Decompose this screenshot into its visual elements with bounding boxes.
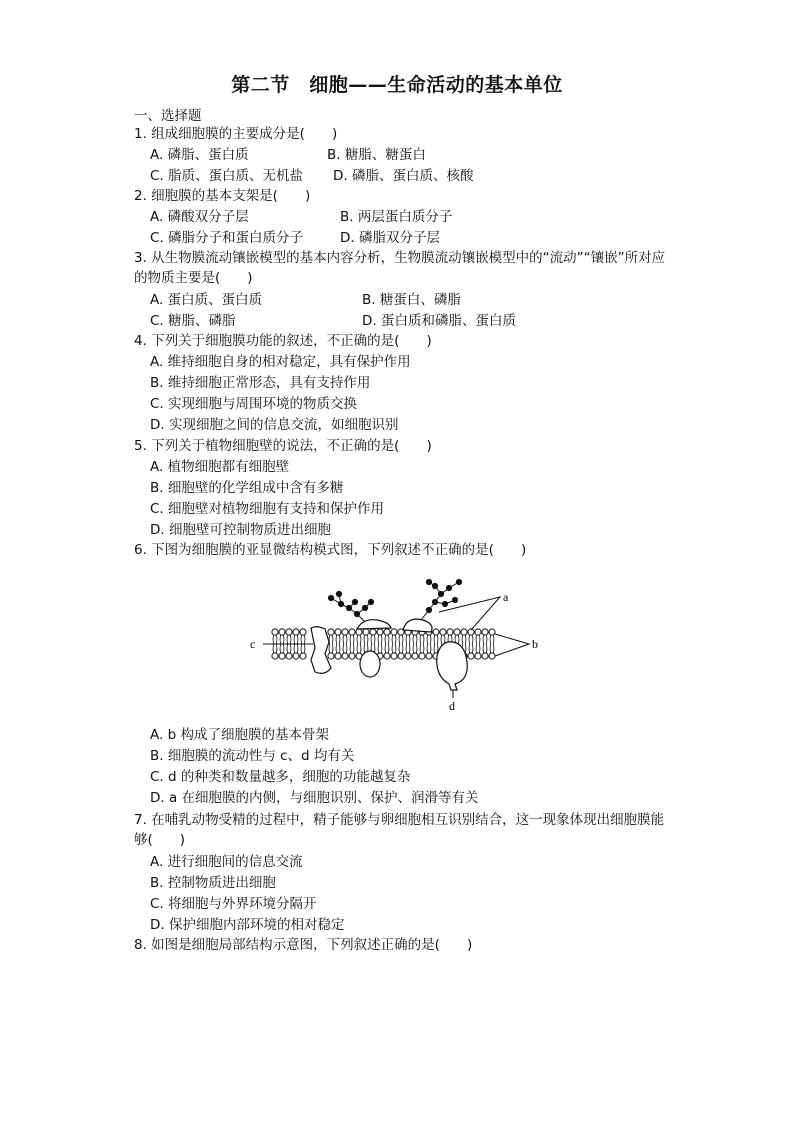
- question-4-option-a: A. 维持细胞自身的相对稳定，具有保护作用: [150, 354, 411, 370]
- phospholipid-head: [328, 629, 334, 635]
- phospholipid-head: [447, 629, 453, 635]
- phospholipid-tail: [427, 644, 431, 653]
- phospholipid-head: [286, 653, 292, 659]
- question-2-option-a: A. 磷酸双分子层: [150, 209, 249, 225]
- cell-membrane-diagram: [245, 572, 555, 717]
- phospholipid-tail: [343, 644, 347, 653]
- surface-protein-right: [403, 619, 432, 632]
- page-title: 第二节 细胞——生命活动的基本单位: [231, 74, 563, 96]
- phospholipid-head: [293, 629, 299, 635]
- question-4-option-c: C. 实现细胞与周围环境的物质交换: [150, 396, 358, 412]
- phospholipid-tail: [287, 644, 291, 653]
- question-7-stem: 7. 在哺乳动物受精的过程中，精子能够与卵细胞相互识别结合，这一现象体现出细胞膜能够( ): [134, 812, 665, 848]
- phospholipid-tail: [350, 635, 354, 644]
- question-6-option-c: C. d 的种类和数量越多，细胞的功能越复杂: [150, 769, 411, 785]
- glycoprotein-chain-right: [421, 579, 462, 620]
- phospholipid-head: [272, 629, 278, 635]
- phospholipid-head: [426, 653, 432, 659]
- label-line-a: [439, 597, 500, 630]
- question-5-option-c: C. 细胞壁对植物细胞有支持和保护作用: [150, 501, 385, 517]
- phospholipid-tail: [294, 635, 298, 644]
- phospholipid-head: [300, 629, 306, 635]
- phospholipid-head: [286, 629, 292, 635]
- phospholipid-head: [328, 653, 334, 659]
- phospholipid-tail: [378, 635, 382, 644]
- phospholipid-tail: [357, 644, 361, 653]
- question-4-stem: 4. 下列关于细胞膜功能的叙述，不正确的是( ): [134, 333, 432, 349]
- phospholipid-head: [335, 653, 341, 659]
- question-3-option-c: C. 糖脂、磷脂: [150, 313, 236, 329]
- phospholipid-head: [433, 629, 439, 635]
- question-6-option-b: B. 细胞膜的流动性与 c、d 均有关: [150, 748, 355, 764]
- question-5-stem: 5. 下列关于植物细胞壁的说法，不正确的是( ): [134, 438, 432, 454]
- phospholipid-tail: [413, 635, 417, 644]
- question-7-option-c: C. 将细胞与外界环境分隔开: [150, 896, 317, 912]
- phospholipid-head: [384, 629, 390, 635]
- phospholipid-tail: [490, 635, 494, 644]
- phospholipid-head: [391, 653, 397, 659]
- question-3-option-d: D. 蛋白质和磷脂、蛋白质: [362, 313, 516, 329]
- phospholipid-tail: [336, 644, 340, 653]
- phospholipid-tail: [441, 635, 445, 644]
- phospholipid-head: [356, 629, 362, 635]
- surface-protein-left: [357, 620, 391, 629]
- phospholipid-head: [272, 653, 278, 659]
- figure-label-c: c: [250, 637, 256, 651]
- phospholipid-head: [454, 629, 460, 635]
- question-7-option-b: B. 控制物质进出细胞: [150, 875, 276, 891]
- question-4-option-b: B. 维持细胞正常形态，具有支持作用: [150, 375, 371, 391]
- phospholipid-head: [489, 653, 495, 659]
- question-7-option-d: D. 保护细胞内部环境的相对稳定: [150, 917, 345, 933]
- phospholipid-head: [279, 629, 285, 635]
- question-4-option-d: D. 实现细胞之间的信息交流，如细胞识别: [150, 417, 399, 433]
- phospholipid-tail: [434, 635, 438, 644]
- phospholipid-tail: [483, 644, 487, 653]
- question-7-option-a: A. 进行细胞间的信息交流: [150, 854, 303, 870]
- phospholipid-head: [489, 629, 495, 635]
- phospholipid-tail: [469, 635, 473, 644]
- section-heading: 一、选择题: [134, 108, 202, 124]
- phospholipid-tail: [392, 644, 396, 653]
- phospholipid-tail: [399, 635, 403, 644]
- question-5-option-d: D. 细胞壁可控制物质进出细胞: [150, 522, 331, 538]
- phospholipid-tail: [329, 644, 333, 653]
- phospholipid-head: [335, 629, 341, 635]
- question-2-stem: 2. 细胞膜的基本支架是( ): [134, 188, 311, 204]
- question-1-option-c: C. 脂质、蛋白质、无机盐: [150, 168, 304, 184]
- question-6-option-a: A. b 构成了细胞膜的基本骨架: [150, 727, 329, 743]
- phospholipid-head: [461, 629, 467, 635]
- phospholipid-head: [342, 629, 348, 635]
- question-2-option-c: C. 磷脂分子和蛋白质分子: [150, 230, 304, 246]
- phospholipid-head: [482, 629, 488, 635]
- phospholipid-tail: [420, 644, 424, 653]
- phospholipid-tail: [280, 644, 284, 653]
- question-1-option-d: D. 磷脂、蛋白质、核酸: [333, 168, 474, 184]
- question-5-option-a: A. 植物细胞都有细胞壁: [150, 459, 290, 475]
- label-line-b: [495, 634, 529, 656]
- phospholipid-tail: [385, 644, 389, 653]
- glycoprotein-chain-left: [328, 591, 373, 622]
- phospholipid-tail: [434, 644, 438, 653]
- phospholipid-tail: [336, 635, 340, 644]
- phospholipid-tail: [476, 644, 480, 653]
- question-6-stem: 6. 下图为细胞膜的亚显微结构模式图，下列叙述不正确的是( ): [134, 542, 527, 558]
- phospholipid-head: [300, 653, 306, 659]
- phospholipid-tail: [357, 635, 361, 644]
- phospholipid-tail: [273, 635, 277, 644]
- phospholipid-head: [475, 653, 481, 659]
- phospholipid-head: [468, 653, 474, 659]
- phospholipid-tail: [420, 635, 424, 644]
- phospholipid-tail: [371, 635, 375, 644]
- phospholipid-tail: [273, 644, 277, 653]
- phospholipid-tail: [462, 635, 466, 644]
- question-2-option-b: B. 两层蛋白质分子: [340, 209, 453, 225]
- phospholipid-head: [370, 629, 376, 635]
- phospholipid-tail: [287, 635, 291, 644]
- phospholipid-head: [419, 653, 425, 659]
- phospholipid-tail: [329, 635, 333, 644]
- phospholipid-tail: [385, 635, 389, 644]
- phospholipid-tail: [476, 635, 480, 644]
- question-3-option-b: B. 糖蛋白、磷脂: [362, 292, 461, 308]
- figure-label-d: d: [449, 699, 455, 713]
- phospholipid-head: [412, 653, 418, 659]
- phospholipid-head: [475, 629, 481, 635]
- question-8-stem: 8. 如图是细胞局部结构示意图，下列叙述正确的是( ): [134, 937, 473, 953]
- phospholipid-head: [279, 653, 285, 659]
- phospholipid-tail: [301, 635, 305, 644]
- phospholipid-tail: [343, 635, 347, 644]
- phospholipid-tail: [406, 635, 410, 644]
- phospholipid-head: [349, 653, 355, 659]
- question-5-option-b: B. 细胞壁的化学组成中含有多糖: [150, 480, 344, 496]
- phospholipid-head: [482, 653, 488, 659]
- phospholipid-tail: [350, 644, 354, 653]
- phospholipid-tail: [392, 635, 396, 644]
- question-1-option-a: A. 磷脂、蛋白质: [150, 147, 249, 163]
- phospholipid-tail: [364, 635, 368, 644]
- phospholipid-head: [363, 629, 369, 635]
- question-2-option-d: D. 磷脂双分子层: [340, 230, 440, 246]
- question-3-stem: 3. 从生物膜流动镶嵌模型的基本内容分析，生物膜流动镶嵌模型中的“流动”“镶嵌”所对应的物质主要是( ): [134, 250, 666, 286]
- phospholipid-head: [384, 653, 390, 659]
- phospholipid-head: [293, 653, 299, 659]
- figure-label-b: b: [532, 637, 538, 651]
- phospholipid-head: [405, 653, 411, 659]
- peripheral-protein: [360, 651, 380, 677]
- phospholipid-tail: [280, 635, 284, 644]
- phospholipid-tail: [301, 644, 305, 653]
- phospholipid-head: [349, 629, 355, 635]
- phospholipid-head: [398, 653, 404, 659]
- phospholipid-head: [377, 629, 383, 635]
- phospholipid-tail: [469, 644, 473, 653]
- transmembrane-protein-d: [437, 642, 468, 690]
- phospholipid-tail: [413, 644, 417, 653]
- phospholipid-tail: [399, 644, 403, 653]
- phospholipid-tail: [294, 644, 298, 653]
- question-3-option-a: A. 蛋白质、蛋白质: [150, 292, 263, 308]
- phospholipid-head: [440, 629, 446, 635]
- phospholipid-tail: [427, 635, 431, 644]
- question-1-stem: 1. 组成细胞膜的主要成分是( ): [134, 126, 338, 142]
- phospholipid-tail: [490, 644, 494, 653]
- question-1-option-b: B. 糖脂、糖蛋白: [327, 147, 426, 163]
- phospholipid-tail: [406, 644, 410, 653]
- phospholipid-tail: [483, 635, 487, 644]
- phospholipid-tail: [378, 644, 382, 653]
- figure-label-a: a: [503, 590, 509, 604]
- phospholipid-head: [391, 629, 397, 635]
- question-6-option-d: D. a 在细胞膜的内侧，与细胞识别、保护、润滑等有关: [150, 790, 479, 806]
- phospholipid-head: [342, 653, 348, 659]
